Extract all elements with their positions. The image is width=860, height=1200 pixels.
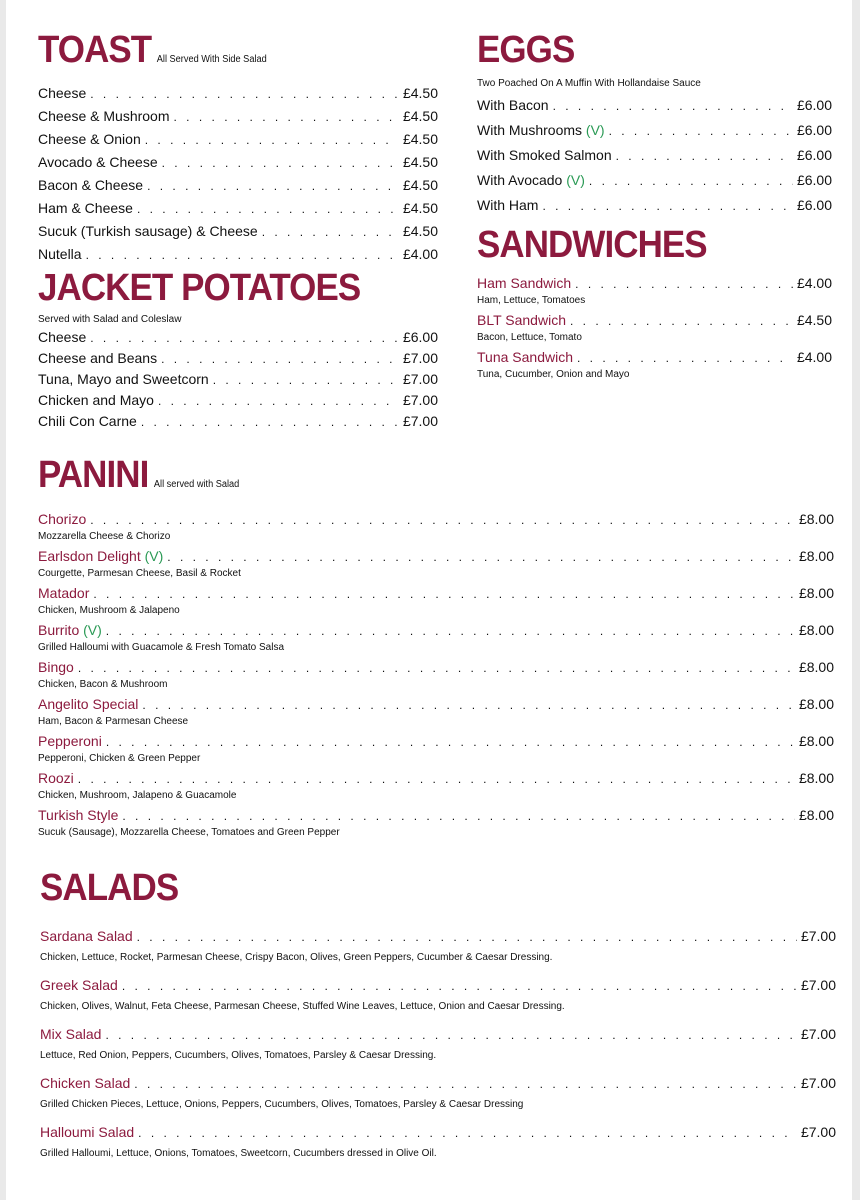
menu-item-row (38, 82, 438, 105)
item-price: £6.00 (796, 147, 832, 163)
item-name: Ham & Cheese (38, 200, 133, 216)
jacket-note: Served with Salad and Coleslaw (38, 314, 182, 325)
dot-leader (616, 144, 793, 168)
menu-item-row (477, 118, 832, 143)
dot-leader (90, 510, 795, 530)
item-name: With Mushrooms (477, 122, 583, 138)
item-name: Bingo (38, 659, 74, 675)
menu-item-row (40, 1073, 836, 1094)
item-price: £8.00 (798, 733, 834, 749)
item-price: £8.00 (798, 807, 834, 823)
item-name: Nutella (38, 246, 82, 262)
item-price: £8.00 (798, 548, 834, 564)
menu-item-row (38, 151, 438, 174)
item-price: £7.00 (800, 928, 836, 944)
menu-item-row (38, 390, 438, 411)
panini-heading (38, 455, 770, 505)
dot-leader (262, 221, 399, 243)
item-name: Pepperoni (38, 733, 102, 749)
panini-note: All served with Salad (153, 479, 240, 490)
menu-item-row (38, 768, 834, 789)
item-description: Chicken, Olives, Walnut, Feta Cheese, Parmesan Cheese, Stuffed Wine Leaves, Lettuce, Onion and Caesar Dressing. (40, 1001, 565, 1012)
menu-item-row (477, 193, 832, 218)
dot-leader (161, 349, 399, 369)
menu-item-row (477, 273, 832, 294)
dot-leader (86, 244, 399, 266)
panini-section (38, 455, 834, 842)
item-name: Sucuk (Turkish sausage) & Cheese (38, 223, 258, 239)
item-description: Courgette, Parmesan Cheese, Basil & Rocket (38, 568, 241, 579)
menu-item-row (38, 243, 438, 266)
item-description: Chicken, Mushroom, Jalapeno & Guacamole (38, 790, 237, 801)
dot-leader (609, 119, 793, 143)
item-price: £7.00 (402, 413, 438, 429)
dot-leader (542, 194, 793, 218)
item-name: With Avocado (477, 172, 563, 188)
item-name: Matador (38, 585, 90, 601)
item-name: With Bacon (477, 97, 549, 113)
item-name: Avocado & Cheese (38, 154, 158, 170)
menu-item-row (38, 411, 438, 432)
menu-item-row (477, 310, 832, 331)
item-name: Sardana Salad (40, 928, 133, 944)
item-price: £8.00 (798, 659, 834, 675)
item-price: £8.00 (798, 622, 834, 638)
item-price: £7.00 (402, 371, 438, 387)
item-name: Turkish Style (38, 807, 119, 823)
menu-item-row (38, 220, 438, 243)
dot-leader (570, 311, 793, 331)
vegetarian-badge: (V) (562, 172, 585, 188)
item-description: Sucuk (Sausage), Mozzarella Cheese, Tomatoes and Green Pepper (38, 827, 340, 838)
dot-leader (137, 198, 399, 220)
item-name: With Ham (477, 197, 539, 213)
vegetarian-badge: (V) (582, 122, 605, 138)
menu-item-row (38, 694, 834, 715)
toast-section (38, 30, 438, 266)
eggs-note: Two Poached On A Muffin With Hollandaise Sauce (477, 78, 701, 89)
item-name: Cheese and Beans (38, 350, 158, 366)
item-name: With Smoked Salmon (477, 147, 612, 163)
item-price: £4.50 (402, 131, 438, 147)
dot-leader (134, 1074, 797, 1094)
dot-leader (105, 1025, 796, 1045)
dot-leader (162, 152, 399, 174)
toast-heading (38, 30, 406, 80)
dot-leader (78, 769, 795, 789)
dot-leader (145, 129, 399, 151)
menu-item-row (38, 509, 834, 530)
item-name: Roozi (38, 770, 74, 786)
menu-item-row (40, 1024, 836, 1045)
dot-leader (122, 806, 795, 826)
item-price: £4.00 (796, 349, 832, 365)
item-name: Greek Salad (40, 977, 118, 993)
toast-title: TOAST (38, 29, 152, 71)
item-name: Burrito (38, 622, 80, 638)
dot-leader (577, 348, 793, 368)
menu-item-row (38, 174, 438, 197)
item-name: Earlsdon Delight (38, 548, 141, 564)
dot-leader (90, 83, 399, 105)
panini-title: PANINI (38, 454, 149, 496)
item-description: Chicken, Bacon & Mushroom (38, 679, 168, 690)
dot-leader (167, 547, 795, 567)
item-price: £4.50 (402, 223, 438, 239)
item-price: £8.00 (798, 511, 834, 527)
dot-leader (141, 412, 399, 432)
item-name: Mix Salad (40, 1026, 102, 1042)
menu-item-row (38, 197, 438, 220)
menu-item-row (40, 975, 836, 996)
item-name: Tuna Sandwich (477, 349, 573, 365)
item-description: Tuna, Cucumber, Onion and Mayo (477, 369, 630, 380)
item-price: £7.00 (800, 1124, 836, 1140)
item-description: Pepperoni, Chicken & Green Pepper (38, 753, 201, 764)
item-description: Grilled Chicken Pieces, Lettuce, Onions, Peppers, Cucumbers, Olives, Tomatoes, Parsley & Caesar Dressing (40, 1099, 524, 1110)
item-name: Chicken and Mayo (38, 392, 154, 408)
eggs-title: EGGS (477, 29, 575, 71)
menu-item-row (38, 657, 834, 678)
item-name: Chicken Salad (40, 1075, 131, 1091)
panini-list (38, 509, 834, 839)
item-price: £4.50 (402, 200, 438, 216)
dot-leader (553, 94, 793, 118)
toast-list (38, 82, 438, 266)
item-price: £8.00 (798, 696, 834, 712)
item-description: Ham, Lettuce, Tomatoes (477, 295, 586, 306)
menu-item-row (38, 546, 834, 567)
sandwiches-section (477, 225, 832, 384)
item-name: Cheese & Onion (38, 131, 141, 147)
item-price: £4.00 (402, 246, 438, 262)
toast-note: All Served With Side Salad (156, 54, 267, 65)
dot-leader (78, 658, 795, 678)
eggs-section (477, 30, 832, 218)
menu-item-row (38, 805, 834, 826)
item-price: £7.00 (800, 1026, 836, 1042)
item-description: Grilled Halloumi, Lettuce, Onions, Tomatoes, Sweetcorn, Cucumbers dressed in Olive Oil. (40, 1148, 437, 1159)
item-name: Cheese (38, 329, 87, 345)
item-price: £7.00 (402, 350, 438, 366)
item-price: £7.00 (800, 977, 836, 993)
dot-leader (138, 1123, 797, 1143)
item-price: £4.00 (796, 275, 832, 291)
sandwiches-title: SANDWICHES (477, 224, 707, 266)
dot-leader (106, 732, 795, 752)
item-description: Mozzarella Cheese & Chorizo (38, 531, 171, 542)
item-name: Bacon & Cheese (38, 177, 144, 193)
dot-leader (90, 328, 399, 348)
item-price: £7.00 (800, 1075, 836, 1091)
menu-item-row (38, 583, 834, 604)
menu-item-row (38, 105, 438, 128)
menu-item-row (477, 168, 832, 193)
dot-leader (147, 175, 399, 197)
menu-item-row (477, 347, 832, 368)
salads-list (40, 926, 836, 1161)
item-price: £6.00 (796, 172, 832, 188)
item-price: £4.50 (796, 312, 832, 328)
dot-leader (106, 621, 795, 641)
dot-leader (93, 584, 795, 604)
item-description: Bacon, Lettuce, Tomato (477, 332, 582, 343)
item-price: £4.50 (402, 108, 438, 124)
item-description: Ham, Bacon & Parmesan Cheese (38, 716, 189, 727)
item-price: £7.00 (402, 392, 438, 408)
dot-leader (213, 370, 399, 390)
menu-item-row (38, 348, 438, 369)
menu-item-row (38, 369, 438, 390)
item-price: £4.50 (402, 154, 438, 170)
item-price: £8.00 (798, 585, 834, 601)
menu-item-row (38, 327, 438, 348)
item-name: Ham Sandwich (477, 275, 572, 291)
dot-leader (122, 976, 797, 996)
item-description: Grilled Halloumi with Guacamole & Fresh Tomato Salsa (38, 642, 285, 653)
item-price: £6.00 (796, 122, 832, 138)
jacket-title: JACKET POTATOES (38, 267, 361, 309)
menu-item-row (38, 731, 834, 752)
eggs-list (477, 93, 832, 218)
item-price: £6.00 (796, 97, 832, 113)
item-description: Chicken, Mushroom & Jalapeno (38, 605, 180, 616)
item-name: Halloumi Salad (40, 1124, 135, 1140)
page-border-right (852, 0, 860, 1200)
item-description: Lettuce, Red Onion, Peppers, Cucumbers, Olives, Tomatoes, Parsley & Caesar Dressing. (40, 1050, 437, 1061)
dot-leader (158, 391, 399, 411)
salads-title: SALADS (40, 867, 179, 909)
vegetarian-badge: (V) (79, 622, 102, 638)
jacket-list (38, 327, 438, 432)
dot-leader (575, 274, 793, 294)
dot-leader (137, 927, 797, 947)
item-description: Chicken, Lettuce, Rocket, Parmesan Cheese, Crispy Bacon, Olives, Green Peppers, Cucumber & Caesar Dressing. (40, 952, 553, 963)
dot-leader (174, 106, 399, 128)
item-price: £4.50 (402, 177, 438, 193)
page-border-left (0, 0, 6, 1200)
jacket-section (38, 268, 438, 432)
menu-item-row (477, 143, 832, 168)
menu-item-row (38, 128, 438, 151)
menu-item-row (477, 93, 832, 118)
item-price: £8.00 (798, 770, 834, 786)
item-name: Chili Con Carne (38, 413, 137, 429)
item-name: Chorizo (38, 511, 87, 527)
item-price: £6.00 (796, 197, 832, 213)
item-price: £4.50 (402, 85, 438, 101)
item-name: Tuna, Mayo and Sweetcorn (38, 371, 209, 387)
sandwiches-list (477, 273, 832, 381)
menu-item-row (40, 926, 836, 947)
item-name: Cheese (38, 85, 87, 101)
item-name: Cheese & Mushroom (38, 108, 170, 124)
salads-section (40, 868, 836, 1171)
item-name: Angelito Special (38, 696, 139, 712)
menu-item-row (38, 620, 834, 641)
item-price: £6.00 (402, 329, 438, 345)
item-name: BLT Sandwich (477, 312, 566, 328)
menu-item-row (40, 1122, 836, 1143)
dot-leader (142, 695, 795, 715)
vegetarian-badge: (V) (140, 548, 164, 564)
dot-leader (589, 169, 793, 193)
